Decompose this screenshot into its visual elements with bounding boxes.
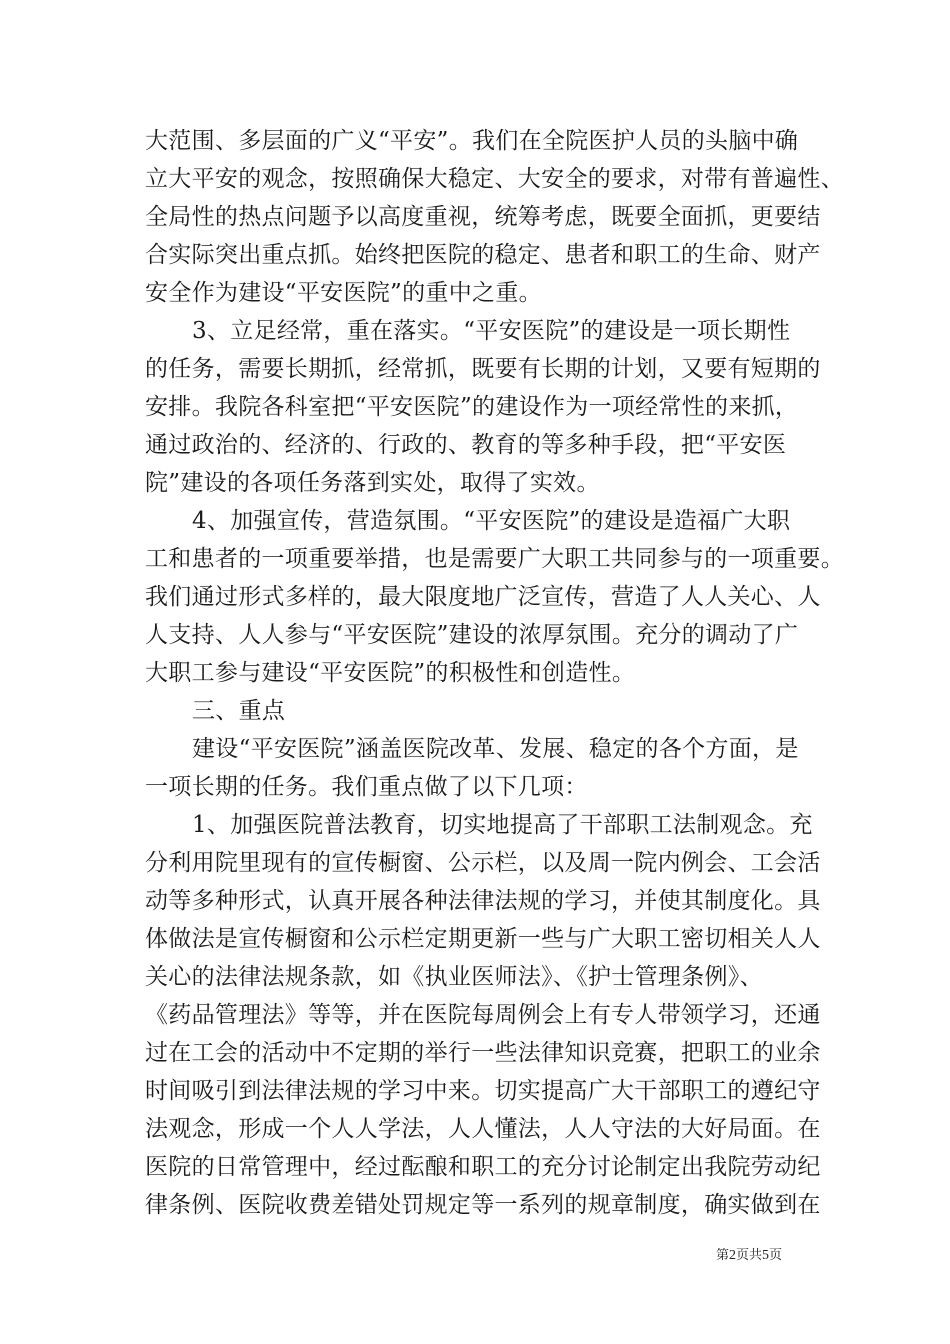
text-line: 合实际突出重点抓。始终把医院的稳定、患者和职工的生命、财产 <box>145 242 821 268</box>
paragraph-start-line: 4、加强宣传，营造氛围。“平安医院”的建设是造福广大职 <box>192 508 791 534</box>
footer-middle: 页共 <box>736 1248 763 1263</box>
paragraph-start-line: 建设“平安医院”涵盖医院改革、发展、稳定的各个方面，是 <box>192 736 799 762</box>
current-page-number: 2 <box>729 1248 737 1263</box>
text-line: 过在工会的活动中不定期的举行一些法律知识竞赛，把职工的业余 <box>145 1040 821 1066</box>
total-page-count: 5 <box>762 1248 770 1263</box>
text-line: 工和患者的一项重要举措，也是需要广大职工共同参与的一项重要。 <box>145 546 844 572</box>
paragraph-start-line: 1、加强医院普法教育，切实地提高了干部职工法制观念。充 <box>192 812 813 838</box>
text-line: 法观念，形成一个人人学法，人人懂法，人人守法的大好局面。在 <box>145 1116 821 1142</box>
text-line: 大范围、多层面的广义“平安”。我们在全院医护人员的头脑中确 <box>145 128 799 154</box>
section-heading: 三、重点 <box>192 698 286 724</box>
text-line: 我们通过形式多样的，最大限度地广泛宣传，营造了人人关心、人 <box>145 584 821 610</box>
text-line: 安全作为建设“平安医院”的重中之重。 <box>145 280 542 306</box>
text-line: 一项长期的任务。我们重点做了以下几项： <box>145 774 588 800</box>
footer-suffix: 页 <box>769 1248 783 1263</box>
text-line: 安排。我院各科室把“平安医院”的建设作为一项经常性的来抓， <box>145 394 799 420</box>
text-line: 立大平安的观念，按照确保大稳定、大安全的要求，对带有普遍性、 <box>145 166 844 192</box>
text-line: 通过政治的、经济的、行政的、教育的等多种手段，把“平安医 <box>145 432 787 458</box>
text-line: 体做法是宣传橱窗和公示栏定期更新一些与广大职工密切相关人人 <box>145 926 821 952</box>
text-line: 院”建设的各项任务落到实处，取得了实效。 <box>145 470 600 496</box>
text-line: 《药品管理法》等等，并在医院每周例会上有专人带领学习，还通 <box>145 1002 821 1028</box>
text-line: 律条例、医院收费差错处罚规定等一系列的规章制度，确实做到在 <box>145 1192 821 1218</box>
paragraph-start-line: 3、立足经常，重在落实。“平安医院”的建设是一项长期性 <box>192 318 791 344</box>
text-line: 大职工参与建设“平安医院”的积极性和创造性。 <box>145 660 636 686</box>
text-line: 医院的日常管理中，经过酝酿和职工的充分讨论制定出我院劳动纪 <box>145 1154 821 1180</box>
text-line: 人支持、人人参与“平安医院”建设的浓厚氛围。充分的调动了广 <box>145 622 799 648</box>
text-line: 分利用院里现有的宣传橱窗、公示栏，以及周一院内例会、工会活 <box>145 850 821 876</box>
page-number-footer <box>716 1248 782 1264</box>
text-line: 的任务，需要长期抓，经常抓，既要有长期的计划，又要有短期的 <box>145 356 821 382</box>
text-line: 时间吸引到法律法规的学习中来。切实提高广大干部职工的遵纪守 <box>145 1078 821 1104</box>
text-line: 关心的法律法规条款，如《执业医师法》、《护士管理条例》、 <box>145 964 763 990</box>
footer-prefix: 第 <box>716 1248 730 1263</box>
text-line: 全局性的热点问题予以高度重视，统筹考虑，既要全面抓，更要结 <box>145 204 821 230</box>
text-line: 动等多种形式，认真开展各种法律法规的学习，并使其制度化。具 <box>145 888 821 914</box>
